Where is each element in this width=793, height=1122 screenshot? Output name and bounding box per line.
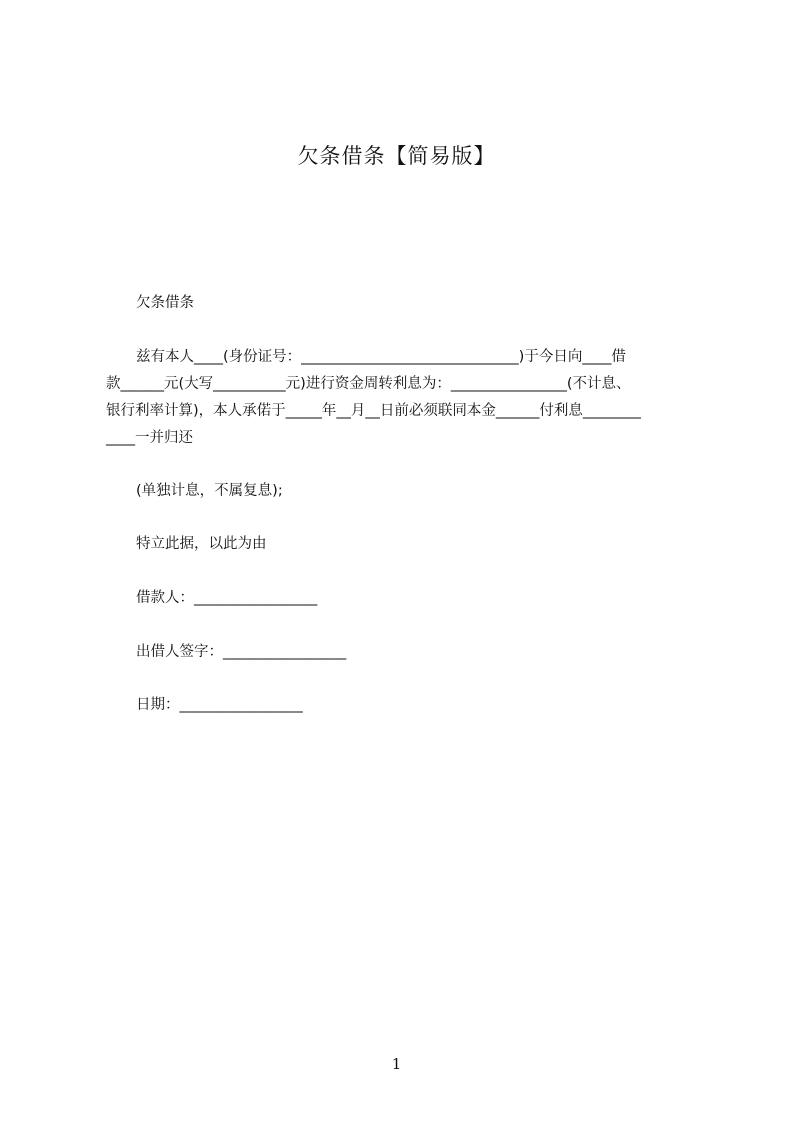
interest-note: (单独计息，不属复息); [136,483,283,499]
lender-signature-line: 出借人签字：_________________ [136,644,347,660]
statement-text: 特立此据，以此为由 [136,536,267,552]
body-line-2: 款______元(大写__________元)进行资金周转利息为：________________(不计息、 [106,376,631,392]
body-line-4: ____一并归还 [106,430,193,446]
date-line: 日期：_________________ [136,697,303,713]
borrower-signature-line: 借款人：_________________ [136,590,318,606]
body-line-3: 银行利率计算)，本人承偌于_____年__月__日前必须联同本金______付利息________ [106,403,641,419]
section-heading: 欠条借条 [136,295,194,311]
page-number: 1 [391,1055,402,1073]
body-line-1: 兹有本人____(身份证号：______________________________)于今日向____借 [136,349,626,365]
document-title: 欠条借条【简易版】 [297,144,496,168]
